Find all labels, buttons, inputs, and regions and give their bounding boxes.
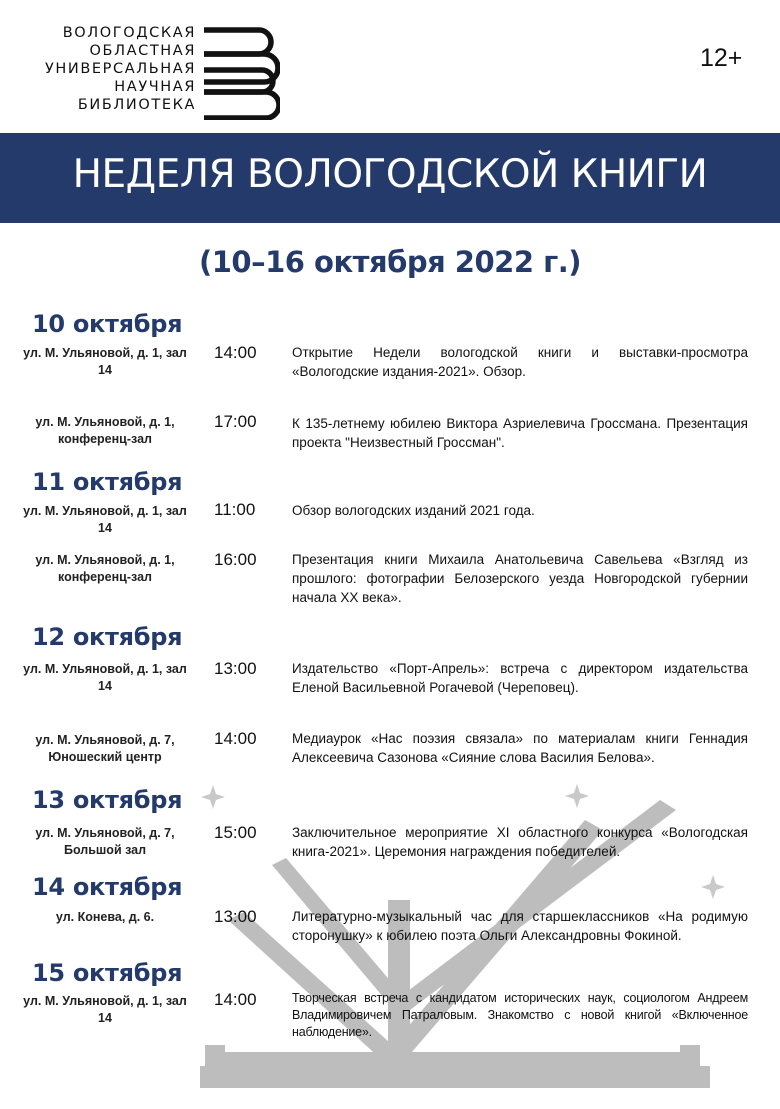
- event-time: 17:00: [214, 412, 257, 431]
- age-rating: 12+: [700, 44, 743, 72]
- day-heading: 15 октября: [32, 959, 183, 987]
- logo-line: БИБЛИОТЕКА: [77, 97, 196, 113]
- event-address: ул. М. Ульяновой, д. 1, зал 14: [23, 346, 187, 377]
- event-time: 13:00: [214, 659, 257, 678]
- library-logo-text: [45, 24, 196, 114]
- day-heading: 12 октября: [32, 623, 183, 651]
- event-description: Издательство «Порт-Апрель»: встреча с директором издательства Еленой Васильевной Рогачевой (Череповец).: [292, 661, 748, 695]
- event-description: Медиаурок «Нас поэзия связала» по материалам книги Геннадия Алексеевича Сазонова «Сияние слова Василия Белова».: [292, 731, 748, 765]
- logo-line: ВОЛОГОДСКАЯ: [62, 25, 196, 41]
- event-address: ул. М. Ульяновой, д. 1, конференц-зал: [35, 553, 175, 584]
- event-address: ул. М. Ульяновой, д. 1, зал 14: [23, 994, 187, 1025]
- day-heading: 13 октября: [32, 786, 183, 814]
- event-description: К 135-летнему юбилею Виктора Азриелевича Гроссмана. Презентация проекта "Неизвестный Гроссман".: [292, 416, 748, 450]
- logo-line: ОБЛАСТНАЯ: [89, 43, 196, 59]
- event-time: 14:00: [214, 343, 257, 362]
- event-description: Презентация книги Михаила Анатольевича Савельева «Взгляд из прошлого: фотографии Белозерского уезда Новгородской губернии начала ХХ века».: [292, 552, 748, 605]
- event-time: 14:00: [214, 990, 257, 1009]
- day-heading: 14 октября: [32, 873, 183, 901]
- event-time: 14:00: [214, 729, 257, 748]
- page-title: НЕДЕЛЯ ВОЛОГОДСКОЙ КНИГИ: [72, 152, 708, 197]
- event-description: Обзор вологодских изданий 2021 года.: [292, 503, 535, 518]
- event-time: 11:00: [214, 500, 256, 519]
- logo-line: УНИВЕРСАЛЬНАЯ: [44, 61, 196, 77]
- event-address: ул. Конева, д. 6.: [55, 910, 155, 924]
- event-time: 15:00: [214, 823, 257, 842]
- event-address: ул. М. Ульяновой, д. 7, Большой зал: [35, 826, 175, 857]
- event-description: Заключительное мероприятие XI областного конкурса «Вологодская книга-2021». Церемония награждения победителей.: [292, 825, 748, 859]
- day-heading: 11 октября: [32, 468, 183, 496]
- event-dates: (10–16 октября 2022 г.): [198, 245, 582, 279]
- event-address: ул. М. Ульяновой, д. 7, Юношеский центр: [35, 733, 175, 764]
- logo-line: НАУЧНАЯ: [114, 79, 196, 95]
- event-address: ул. М. Ульяновой, д. 1, зал 14: [23, 504, 187, 535]
- event-address: ул. М. Ульяновой, д. 1, зал 14: [23, 662, 187, 693]
- event-time: 16:00: [214, 550, 257, 569]
- event-time: 13:00: [214, 907, 257, 926]
- event-description: Литературно-музыкальный час для старшеклассников «На родимую сторонушку» к юбилею поэта Ольги Александровны Фокиной.: [292, 909, 748, 943]
- event-address: ул. М. Ульяновой, д. 1, конференц-зал: [35, 415, 175, 446]
- library-logo-icon: [204, 22, 280, 120]
- event-description: Творческая встреча с кандидатом исторических наук, социологом Андреем Владимировичем Патраловым. Знакомство с новой книгой «Включенное наблюдение».: [292, 991, 748, 1039]
- event-description: Открытие Недели вологодской книги и выставки-просмотра «Вологодские издания-2021». Обзор.: [292, 345, 748, 379]
- day-heading: 10 октября: [32, 310, 183, 338]
